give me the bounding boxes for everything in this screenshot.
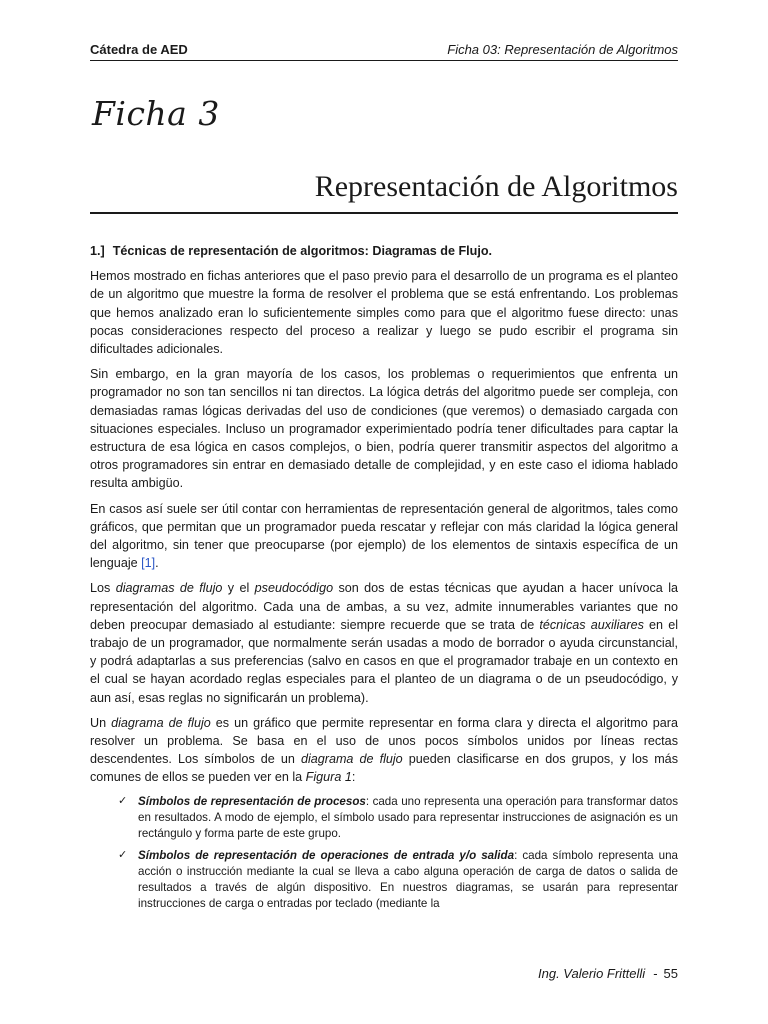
paragraph-3-end: . (155, 556, 159, 571)
paragraph-5-part: Un (90, 715, 112, 730)
paragraph-4-part: y el (222, 581, 255, 596)
paragraph-4-part: en el trabajo de un programador, que normalmente serán usadas a modo de borrador o ayuda circunstancial, y podrá adaptarlas a sus preferencias (salvo en casos en que el programador trabaje en un contexto en el cual se hayan acordado reglas especiales para el planteo de un diagrama o de un pseudocódigo, y aun así, esas reglas no significarán un problema). (90, 617, 679, 705)
paragraph-4-part: Los (90, 581, 116, 596)
check-mark-icon: ✓ (118, 849, 128, 862)
term-diagrama-de-flujo: diagrama de flujo (111, 715, 211, 730)
section-title: Técnicas de representación de algoritmos: Diagramas de Flujo. (112, 244, 493, 258)
term-diagramas-de-flujo: diagramas de flujo (115, 581, 223, 596)
footer-author: Ing. Valerio Frittelli (538, 966, 646, 981)
check-mark-icon: ✓ (118, 794, 128, 807)
paragraph-4 (90, 579, 678, 706)
term-tecnicas-auxiliares: técnicas auxiliares (539, 617, 644, 632)
header-rule (90, 60, 678, 61)
paragraph-5 (90, 714, 678, 787)
section-number: 1.] (90, 244, 105, 258)
term-pseudocodigo: pseudocódigo (254, 581, 334, 596)
document-page (90, 0, 678, 1024)
paragraph-3 (90, 500, 678, 573)
symbol-group-list (90, 794, 678, 912)
paragraph-3-text: En casos así suele ser útil contar con herramientas de representación general de algoritmos, tales como gráficos, que permitan que un programador pueda rescatar y reflejar con más claridad la lógica general del algoritmo, sin tener que preocuparse (por ejemplo) de los elementos de sintaxis específica de un lenguaje (90, 501, 678, 571)
paragraph-5-part: es un gráfico que permite representar en forma clara y directa el algoritmo para resolver un problema. Se basa en el uso de unos pocos símbolos unidos por líneas rectas descendentes. Los símbolos de un (90, 715, 678, 767)
paragraph-5-part: pueden clasificarse en dos grupos, y los más comunes de ellos se pueden ver en la (90, 752, 678, 785)
list-item (118, 794, 678, 842)
list-item (118, 848, 678, 912)
header-chapter: Ficha 03: Representación de Algoritmos (447, 42, 678, 57)
reference-link[interactable]: [1] (141, 556, 156, 571)
figure-reference: Figura 1 (305, 770, 352, 785)
bullet-1-title: Símbolos de representación de procesos (138, 794, 366, 808)
bullet-2-title: Símbolos de representación de operaciones de entrada y/o salida (138, 849, 515, 863)
page-footer (538, 966, 678, 981)
footer-separator: - (653, 966, 658, 981)
paragraph-1: Hemos mostrado en fichas anteriores que el paso previo para el desarrollo de un programa es el planteo de un algoritmo que muestre la forma de resolver el problema que se está enfrentando. Los problemas que hemos analizado eran lo suficientemente simples como para que el algoritmo fuese directo: unas pocas consideraciones respecto del proceso a realizar y luego se pudo escribir el programa sin dificultades adicionales. (90, 269, 678, 357)
paragraph-4-part: son dos de estas técnicas que ayudan a hacer unívoca la representación del algoritmo. Cada una de ambas, a su vez, admite innumerables variantes que no deben preocupar demasiado al estudiante: siempre recuerde que se trata de (90, 581, 678, 632)
bullet-1-text: : cada uno representa una operación para transformar datos en resultados. A modo de ejemplo, el símbolo usado para representar instrucciones de asignación es un rectángulo y forma parte de este grupo. (138, 794, 678, 840)
section-heading (90, 242, 678, 260)
paragraph-5-part: : (351, 770, 356, 785)
page-title: Representación de Algoritmos (314, 170, 678, 203)
title-rule (90, 212, 678, 214)
paragraph-2: Sin embargo, en la gran mayoría de los casos, los problemas o requerimientos que enfrenta un programador no son tan sencillos ni tan directos. La lógica detrás del algoritmo puede ser compleja, con demasiadas ramas lógicas derivadas del uso de condiciones (que veremos) o demasiado cargada con situaciones especiales. Incluso un programador experimientado podría tener dificultades para captar la estructura de esa lógica en casos complejos, o bien, podría querer transmitir aspectos del algoritmo a otros programadores sin entrar en demasiado detalle de complejidad, y en este caso el idioma hablado resulta ambigüo. (90, 367, 678, 491)
document-body (90, 242, 678, 919)
ficha-label: Ficha 3 (92, 94, 220, 133)
page-number: 55 (663, 966, 678, 981)
header-course: Cátedra de AED (90, 42, 188, 57)
page-header (90, 42, 678, 62)
bullet-2-text: : cada símbolo representa una acción o instrucción mediante la cual se lleva a cabo alguna operación de carga de datos o salida de resultados a través de algún dispositivo. En nuestros diagramas, se usarán para representar instrucciones de carga o entradas por teclado (mediante la (138, 849, 678, 911)
term-diagrama-de-flujo: diagrama de flujo (300, 752, 403, 767)
